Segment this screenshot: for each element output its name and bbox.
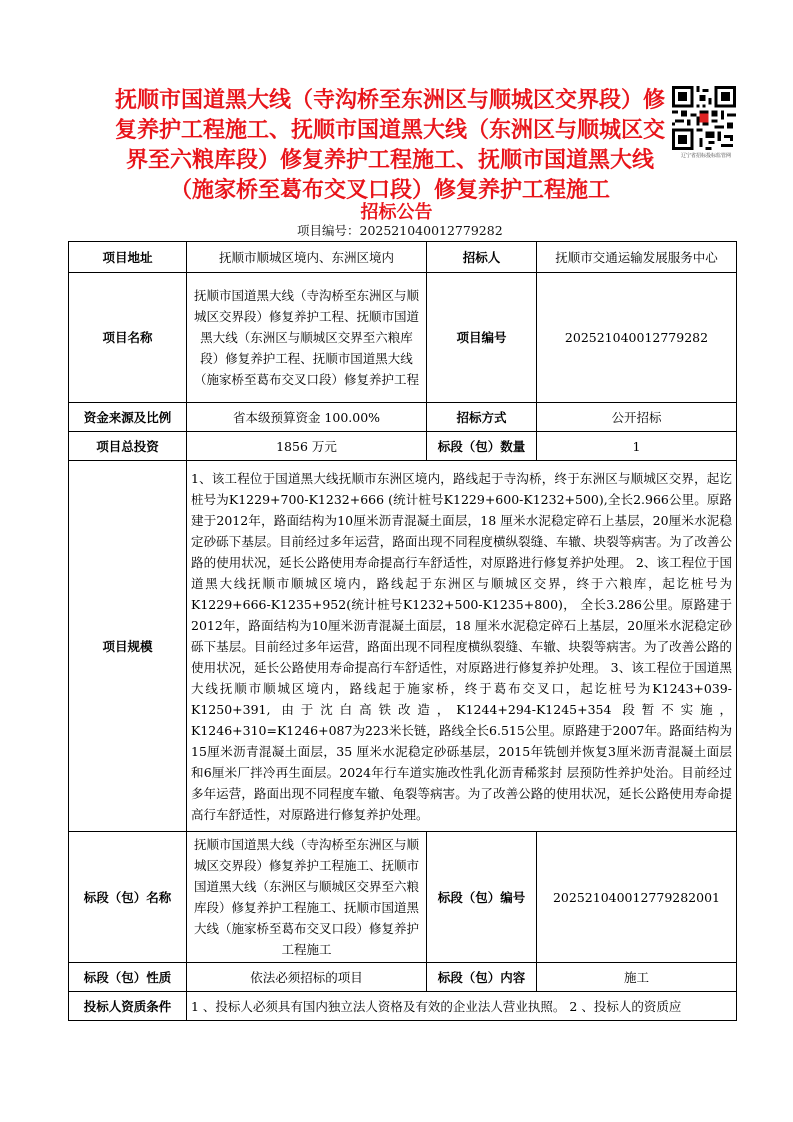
table-label: 标段（包）性质 [69, 963, 187, 992]
table-label: 项目规模 [69, 461, 187, 832]
table-label: 标段（包）名称 [69, 832, 187, 963]
table-row [69, 242, 737, 273]
table-value: 1 [537, 432, 737, 461]
table-label: 招标人 [427, 242, 537, 273]
table-label: 标段（包）内容 [427, 963, 537, 992]
table-label: 项目名称 [69, 273, 187, 403]
table-value: 202521040012779282001 [537, 832, 737, 963]
table-row [69, 432, 737, 461]
project-number-line: 项目编号：202521040012779282 [297, 223, 503, 238]
table-label: 项目编号 [427, 273, 537, 403]
table-label: 标段（包）编号 [427, 832, 537, 963]
project-scale-text: 1、该工程位于国道黑大线抚顺市东洲区境内，路线起于寺沟桥，终于东洲区与顺城区交界，起讫桩号为K1229+700-K1232+666 (统计桩号K1229+600-K1232+500),全长2.966公里。原路建于2012年，路面结构为10厘米沥青混凝土面层，18 厘米水泥稳定碎石上基层，20厘米水泥稳定砂砾下基层。目前经过多年运营，路面出现不同程度横纵裂缝、车辙、块裂等病害。为了改善公路的使用状况，延长公路使用寿命提高行车舒适性，对原路进行修复养护处理。 2、该工程位于国道黑大线抚顺市顺城区境内，路线起于东洲区与顺城区交界，终于六粮库，起讫桩号为K1229+666-K1235+952(统计桩号K1232+500-K1235+800)， 全长3.286公里。原路建于2012年，路面结构为10厘米沥青混凝土面层，18 厘米水泥稳定碎石上基层，20厘米水泥稳定砂砾下基层。目前经过多年运营，路面出现不同程度横纵裂缝、车辙、块裂等病害。为了改善公路的使用状况，延长公路使用寿命提高行车舒适性，对原路进行修复养护处理。 3、该工程位于国道黑大线抚顺市顺城区境内，路线起于施家桥，终于葛布交叉口，起讫桩号为K1243+039-K1250+391, 由于沈白高铁改造，K1244+294-K1245+354 段暂不实施，K1246+310=K1246+087为223米长链，路线全长6.515公里。原路建于2007年。路面结构为15厘米沥青混凝土面层，35 厘米水泥稳定砂砾基层，2015年铣刨并恢复3厘米沥青混凝土面层 和6厘米厂拌冷再生面层。2024年行车道实施改性乳化沥青稀浆封 层预防性养护处治。目前经过多年运营，路面出现不同程度车辙、龟裂等病害。为了改善公路的使用状况，延长公路使用寿命提高行车舒适性，对原路进行修复养护处理。 [187, 461, 737, 832]
table-label: 资金来源及比例 [69, 403, 187, 432]
qr-code [672, 86, 736, 150]
table-value: 1856 万元 [187, 432, 427, 461]
table-value: 依法必须招标的项目 [187, 963, 427, 992]
table-row [69, 992, 737, 1021]
table-value: 抚顺市国道黑大线（寺沟桥至东洲区与顺城区交界段）修复养护工程、抚顺市国道黑大线（东洲区与顺城区交界至六粮库段）修复养护工程、抚顺市国道黑大线（施家桥至葛布交叉口段）修复养护工程 [187, 273, 427, 403]
table-value: 抚顺市交通运输发展服务中心 [537, 242, 737, 273]
table-value: 省本级预算资金 100.00% [187, 403, 427, 432]
announcement-subtitle: 招标公告 [360, 202, 433, 223]
announcement-title: 抚顺市国道黑大线（寺沟桥至东洲区与顺城区交界段）修复养护工程施工、抚顺市国道黑大线（东洲区与顺城区交界至六粮库段）修复养护工程施工、抚顺市国道黑大线（施家桥至葛布交叉口段）修复养护工程施工 [114, 88, 665, 203]
table-value: 抚顺市国道黑大线（寺沟桥至东洲区与顺城区交界段）修复养护工程施工、抚顺市国道黑大线（东洲区与顺城区交界至六粮库段）修复养护工程施工、抚顺市国道黑大线（施家桥至葛布交叉口段）修复养护工程施工 [187, 832, 427, 963]
table-row [69, 963, 737, 992]
table-label: 投标人资质条件 [69, 992, 187, 1021]
table-label: 标段（包）数量 [427, 432, 537, 461]
qr-caption: 辽宁省招标投标监管网 [680, 153, 731, 159]
bidder-qualification-text: 1 、投标人必须具有国内独立法人资格及有效的企业法人营业执照。 2 、投标人的资质应 [187, 992, 737, 1021]
bid-info-table [68, 241, 737, 1021]
table-label: 招标方式 [427, 403, 537, 432]
table-value: 抚顺市顺城区境内、东洲区境内 [187, 242, 427, 273]
table-value: 202521040012779282 [537, 273, 737, 403]
table-row [69, 832, 737, 963]
table-row [69, 403, 737, 432]
table-label: 项目总投资 [69, 432, 187, 461]
table-value: 公开招标 [537, 403, 737, 432]
table-label: 项目地址 [69, 242, 187, 273]
table-value: 施工 [537, 963, 737, 992]
table-row [69, 273, 737, 403]
table-row [69, 461, 737, 832]
